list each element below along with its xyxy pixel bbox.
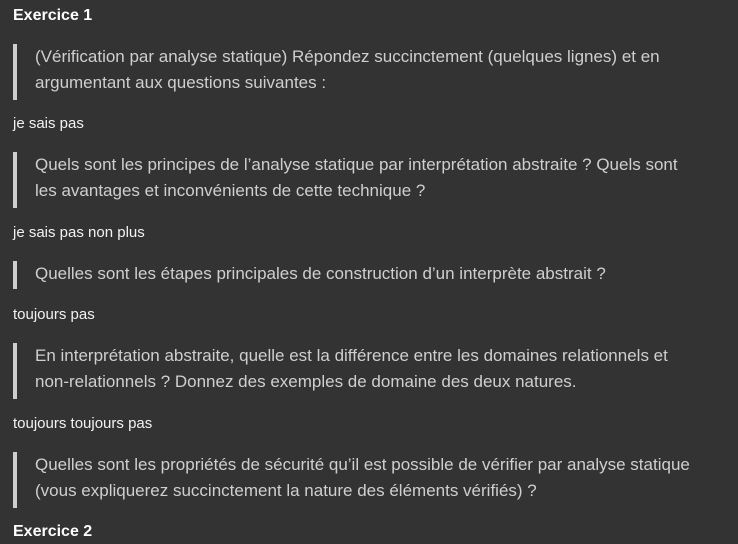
answer-4: toujours toujours pas bbox=[13, 415, 153, 432]
exercise-2-heading: Exercice 2 bbox=[13, 523, 93, 540]
blockquote-question-3 bbox=[13, 343, 703, 399]
question-1-text: Quels sont les principes de l’analyse statique par interprétation abstraite ? Quels sont les avantages et inconvénients de cette technique ? bbox=[35, 155, 678, 200]
blockquote-intro bbox=[13, 44, 703, 100]
blockquote-question-2 bbox=[13, 261, 703, 289]
question-4-text: Quelles sont les propriétés de sécurité qu’il est possible de vérifier par analyse statique (vous expliquerez succinctement la nature des éléments vérifiés) ? bbox=[35, 455, 690, 500]
blockquote-question-4 bbox=[13, 452, 703, 508]
blockquote-question-1 bbox=[13, 152, 703, 208]
answer-3: toujours pas bbox=[13, 306, 95, 323]
question-intro-text: (Vérification par analyse statique) Répondez succinctement (quelques lignes) et en argumentant aux questions suivantes : bbox=[35, 47, 660, 92]
question-3-text: En interprétation abstraite, quelle est la différence entre les domaines relationnels et non-relationnels ? Donnez des exemples de domaine des deux natures. bbox=[35, 346, 668, 391]
exercise-1-heading: Exercice 1 bbox=[13, 7, 93, 24]
answer-1: je sais pas bbox=[13, 115, 84, 132]
answer-2: je sais pas non plus bbox=[13, 224, 145, 241]
question-2-text: Quelles sont les étapes principales de construction d’un interprète abstrait ? bbox=[35, 264, 606, 283]
